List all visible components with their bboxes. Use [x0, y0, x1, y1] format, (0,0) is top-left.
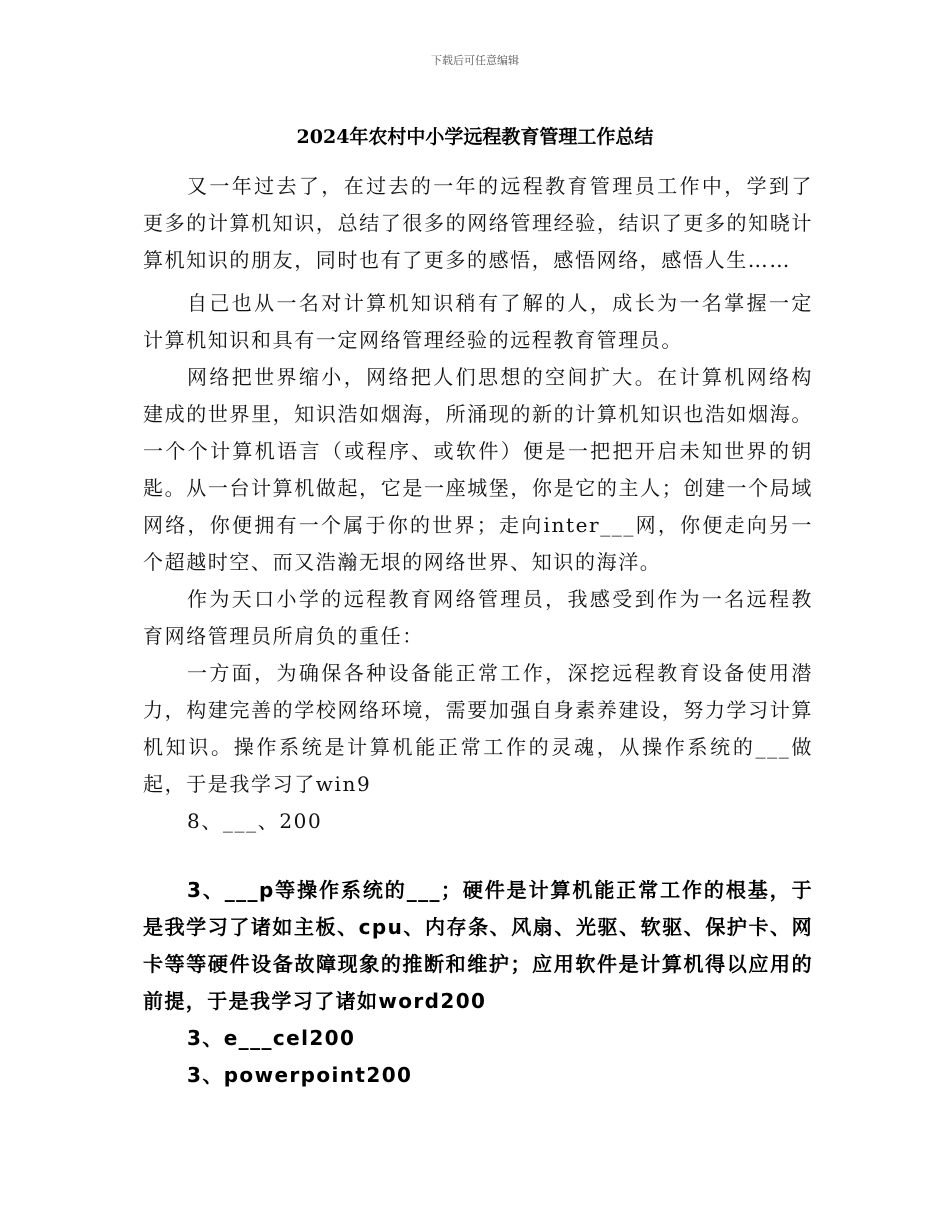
- header-note: 下载后可任意编辑: [431, 54, 519, 67]
- paragraph-2: 自己也从一名对计算机知识稍有了解的人，成长为一名掌握一定计算机知识和具有一定网络管理经验的远程教育管理员。: [143, 291, 813, 352]
- document-title: 2024年农村中小学远程教育管理工作总结: [296, 126, 654, 148]
- bold-paragraph-2: 3、e___cel200: [187, 1026, 356, 1050]
- paragraph-1: 又一年过去了，在过去的一年的远程教育管理员工作中，学到了更多的计算机知识，总结了很多的网络管理经验，结识了更多的知晓计算机知识的朋友，同时也有了更多的感悟，感悟网络，感悟人生……: [143, 174, 813, 272]
- bold-paragraph-1: 3、___p等操作系统的___；硬件是计算机能正常工作的根基，于是我学习了诸如主板、cpu、内存条、风扇、光驱、软驱、保护卡、网卡等等硬件设备故障现象的推断和维护；应用软件是计算机得以应用的前提，于是我学习了诸如word200: [143, 878, 813, 1013]
- paragraph-4: 作为天口小学的远程教育网络管理员，我感受到作为一名远程教育网络管理员所肩负的重任：: [143, 587, 813, 648]
- paragraph-5: 一方面，为确保各种设备能正常工作，深挖远程教育设备使用潜力，构建完善的学校网络环境，需要加强自身素养建设，努力学习计算机知识。操作系统是计算机能正常工作的灵魂，从操作系统的___做起，于是我学习了win9: [143, 661, 813, 796]
- paragraph-6: 8、___、200: [187, 809, 323, 833]
- bold-paragraph-3: 3、powerpoint200: [187, 1063, 413, 1087]
- document-body-bold: [143, 872, 813, 1094]
- document-body: [143, 168, 813, 840]
- paragraph-3: 网络把世界缩小，网络把人们思想的空间扩大。在计算机网络构建成的世界里，知识浩如烟海，所涌现的新的计算机知识也浩如烟海。一个个计算机语言（或程序、或软件）便是一把把开启未知世界的钥匙。从一台计算机做起，它是一座城堡，你是它的主人；创建一个局域网络，你便拥有一个属于你的世界；走向inter___网，你便走向另一个超越时空、而又浩瀚无垠的网络世界、知识的海洋。: [143, 365, 813, 574]
